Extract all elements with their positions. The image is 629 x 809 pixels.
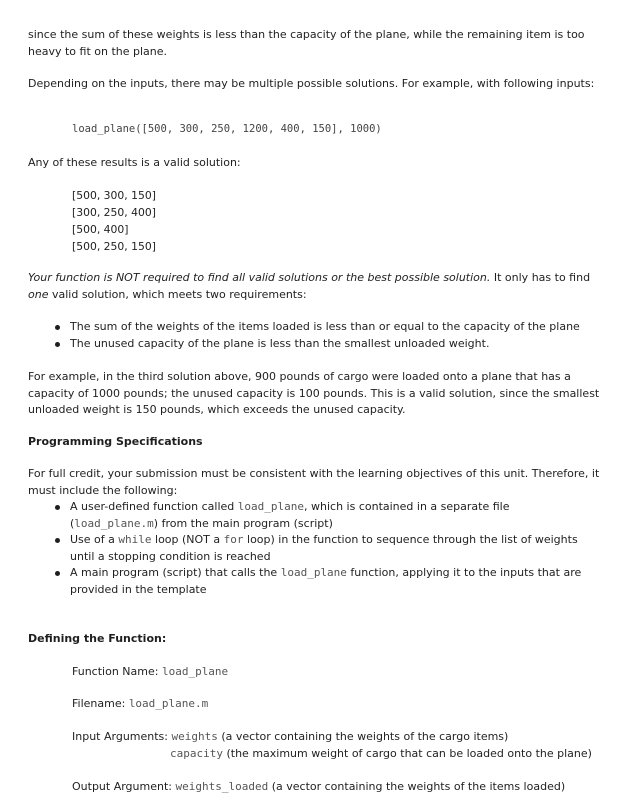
input-arg-capacity: capacity [170, 747, 223, 760]
spec-code: load_plane [280, 566, 347, 579]
not-required-rest-a: It only has to find [490, 271, 591, 284]
specs-list [28, 499, 581, 598]
bullet-icon [55, 505, 60, 510]
depending-paragraph: Depending on the inputs, there may be multiple possible solutions. For example, with following inputs: [28, 77, 595, 90]
spec-text: ( [70, 516, 75, 530]
output-argument-value: weights_loaded [175, 780, 269, 793]
bullet-icon [55, 538, 60, 543]
intro-line-2: heavy to fit on the plane. [28, 44, 168, 58]
function-name-value: load_plane [161, 665, 229, 678]
filename-value: load_plane.m [128, 697, 209, 710]
function-name-line [72, 664, 228, 681]
not-required-rest-b: valid solution, which meets two requirements: [48, 287, 307, 301]
spec-code: for [223, 533, 244, 546]
spec-code: while [118, 533, 152, 546]
example-line-1: For example, in the third solution above, 900 pounds of cargo were loaded onto a plane that has a [28, 370, 571, 383]
full-credit-paragraph [28, 466, 599, 499]
spec-text: function, applying it to the inputs that are [346, 566, 582, 579]
spec-text: Use of a [70, 533, 119, 546]
intro-line-1: since the sum of these weights is less than the capacity of the plane, while the remaining item is too [28, 28, 585, 41]
output-argument-desc: (a vector containing the weights of the items loaded) [268, 780, 566, 793]
function-name-label: Function Name: [72, 665, 162, 678]
spec-text: provided in the template [70, 582, 207, 596]
requirement-text: The unused capacity of the plane is less than the smallest unloaded weight. [70, 336, 490, 350]
any-of-paragraph: Any of these results is a valid solution: [28, 156, 241, 169]
spec-item [28, 499, 581, 532]
input-arg-weights-desc: (a vector containing the weights of the cargo items) [217, 730, 509, 743]
output-argument-line [72, 779, 565, 796]
spec-text: , which is contained in a separate file [304, 500, 510, 513]
requirement-item [28, 336, 580, 353]
output-argument-label: Output Argument: [72, 780, 176, 793]
spec-code: load_plane.m [74, 516, 154, 530]
spec-text: A user-defined function called [70, 500, 238, 513]
input-arg-weights: weights [171, 730, 218, 743]
result-item: [500, 400] [72, 223, 129, 236]
spec-text: loop) in the function to sequence through the list of weights [243, 533, 578, 546]
bullet-icon [55, 342, 60, 347]
example-paragraph [28, 369, 599, 419]
input-arguments-label: Input Arguments: [72, 730, 172, 743]
example-line-2: capacity of 1000 pounds; the unused capacity is 100 pounds. This is a valid solution, since the smallest [28, 386, 600, 400]
not-required-italic: Your function is NOT required to find all valid solutions or the best possible solution. [28, 271, 491, 284]
spec-text: loop (NOT a [151, 533, 224, 546]
spec-text: A main program (script) that calls the [70, 566, 281, 579]
defining-function-heading: Defining the Function: [28, 632, 167, 645]
requirement-text: The sum of the weights of the items loaded is less than or equal to the capacity of the plane [70, 320, 580, 333]
input-arguments-line [72, 729, 508, 746]
filename-line [72, 696, 208, 713]
full-credit-line-2: must include the following: [28, 483, 178, 497]
filename-label: Filename: [72, 697, 129, 710]
spec-item [28, 565, 581, 598]
input-arguments-line-2 [170, 746, 592, 763]
result-item: [500, 300, 150] [72, 189, 156, 202]
bullet-icon [55, 325, 60, 330]
spec-text: until a stopping condition is reached [70, 549, 271, 563]
full-credit-line-1: For full credit, your submission must be consistent with the learning objectives of this unit. Therefore, it [28, 467, 600, 480]
requirement-item [28, 319, 580, 336]
example-line-3: unloaded weight is 150 pounds, which exceeds the unused capacity. [28, 403, 406, 416]
spec-text: ) from the main program (script) [153, 516, 333, 530]
programming-specifications-heading: Programming Specifications [28, 435, 203, 448]
example-call-code: load_plane([500, 300, 250, 1200, 400, 150], 1000) [72, 123, 382, 135]
bullet-icon [55, 571, 60, 576]
spec-code: load_plane [237, 500, 304, 513]
result-item: [500, 250, 150] [72, 240, 156, 253]
not-required-paragraph [28, 270, 590, 303]
result-item: [300, 250, 400] [72, 206, 156, 219]
input-arg-capacity-desc: (the maximum weight of cargo that can be loaded onto the plane) [222, 747, 592, 760]
spec-item [28, 532, 581, 565]
intro-paragraph [28, 27, 585, 60]
requirements-list [28, 319, 580, 352]
not-required-one: one [28, 287, 49, 301]
